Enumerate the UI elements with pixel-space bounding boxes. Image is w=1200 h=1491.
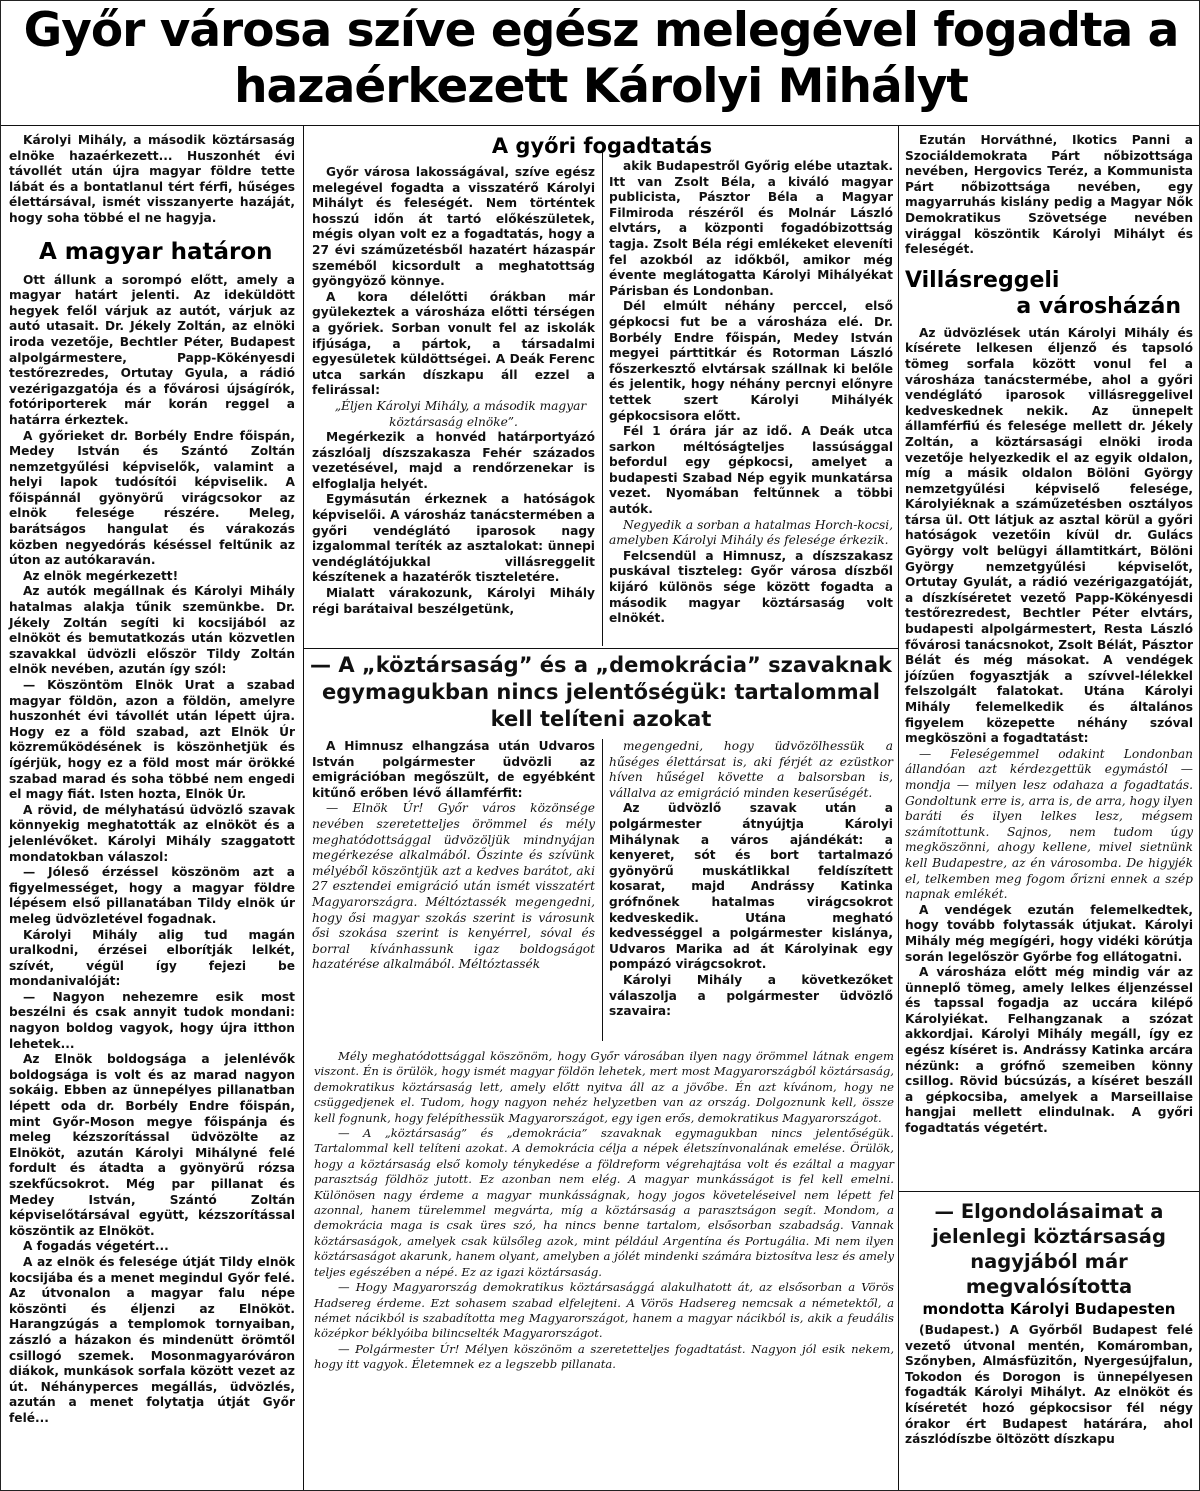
middle-section-rule (303, 648, 898, 649)
section-title-varoshaza: a városházán (1016, 293, 1181, 319)
paragraph: A az elnök és felesége útját Tildy elnök kocsijába és a menet megindul Győr felé. Az útvonalon a magyar falu népe köszönti és éljenzi az Elnököt. Harangzúgás a templomok tornyaiban, zászló a házakon és mindenütt örömtől csillogó szemek. Mosonmagyaróváron diákok, munkások sorfala között vezet az út. Néhányperces megállás, üdvözlés, azután a menet folytatja útját Győr felé... (9, 1254, 295, 1425)
paragraph: — Elnök Úr! Győr város közönsége nevében szeretetteljes örömmel és mély meghatódottsággal üdvözöljük mindnyájan megérkezése alkalmából. Őszinte és szívünk mélyéből köszöntjük azt a kedves barátot, aki 27 esztendei emigráció után ismét visszatért Magyarországra. Méltóztassék megengedni, hogy ősi magyar szokás szerint is városunk ősi szokása szerint is kenyérrel, sóval és borral kívánhassunk igaz boldogságot hazatérése alkalmából. Méltóztassék (312, 801, 595, 972)
paragraph: A Himnusz elhangzása után Udvaros István polgármester üdvözli az emigrációban megőszült, de egyébként kitűnő erőben lévő államférfit: (312, 739, 595, 800)
section-title-gyor: A győri fogadtatás (491, 134, 713, 158)
paragraph: Az üdvözlések után Károlyi Mihály és kísérete lelkesen éljenző és tapsoló tömeg sorfala között vonul fel a városháza tanácstermébe, ahol a győri vendéglátó iparosok villásreggelivel kedveskednek nekik. Az ünnepelt államférfiú és felesége mellett dr. Jékely Zoltán, a köztársasági elnöki iroda vezetője helyezkedik el az egyik oldalon, míg a másik oldalon Bölöni György nemzetgyűlési képviselő felesége, Károlyiéknak a száműzetésben osztályos társa ül. Ott látjuk az asztal körül a győri hatóságok vezetőin kívül dr. Gulács György volt belügyi államtitkárt, Bölöni György nemzetgyűlési képviselőt, Ortutay Gyulát, a rádió vezérigazgatóját, a díszkíséretet vezető Papp-Kökényesdi testőrezredest, Bechtler Péter elvtárs, budapesti alpolgármestert, Resta László fővárosi tanácsnokot, Zsolt Bélát, Pásztor Bélát és még másokat. A vendégek jóízűen fogyasztják a szívvel-lélekkel felszolgált falatokat. Utána Károlyi Mihály felemelkedik és általános figyelem közepette néhány szóval megköszöni a fogadtatást: (905, 325, 1193, 746)
speech-paragraph: — Hogy Magyarország demokratikus köztársasággá alakulhatott át, az elsősorban a Vörös Hadsereg érdeme. Ezt sohasem szabad elfelejteni. A Vörös Hadsereg nemcsak a németektől, a német nácikból is szabadította meg Magyarországot, hanem a magyar nácikból is, akik a feudális középkor béklyóiba bilincselték Magyarországot. (314, 1280, 894, 1341)
paragraph: Károlyi Mihály a következőket válaszolja a polgármester üdvözlő szavaira: (609, 972, 893, 1019)
right-box (905, 1199, 1193, 1485)
speech-block (314, 1049, 894, 1469)
paragraph: A vendégek ezután felemelkedtek, hogy tovább folytassák útjukat. Károlyi Mihály még megígéri, hogy vidéki körútja során legelőször Győrbe fog ellátogatni. (905, 902, 1193, 964)
paragraph: — Jóleső érzéssel köszönöm azt a figyelmességet, hogy a magyar földre lépésem első pillanatában Tildy elnök úr meleg üdvözletével fogadnak. (9, 865, 295, 926)
paragraph: Felcsendül a Himnusz, a díszszakasz puskával tiszteleg: Győr városa díszből kijáró különös sége között fogadta a második magyar köztársaság volt elnökét. (609, 548, 893, 626)
paragraph: — Köszöntöm Elnök Urat a szabad magyar földön, azon a földön, amelyre huszonhét évi távollét után lépett újra. Hogy ez a föld szabad, azt Elnök Úr közreműködésének is köszönhetjük és ígérjük, hogy ez a föld most már örökké szabad marad és soha többé nem engedi el magy fiát. Isten hozta, Elnök Úr. (9, 678, 295, 802)
quote-paragraph: „Éljen Károlyi Mihály, a második magyar köztársaság elnöke”. (334, 398, 587, 429)
paragraph: A kora délelőtti órákban már gyülekeztek a városháza előtti térségen a győriek. Sorban vonult fel az iskolák ifjúsága, a pártok, a társadalmi egyesületek küldöttségei. A Deák Ferenc utca sarkán díszkapu áll ezzel a felirással: (312, 289, 595, 398)
paragraph: Győr városa lakosságával, szíve egész melegével fogadta a visszatérő Károlyi Mihályt és feleségét. Nem történtek hosszú időn át tartó előkészületek, mégis olyan volt ez a fogadtatás, hogy a 27 évi száműzetésből hazatért házaspár szeméből kicsordult a meghatottság gyöngyöző könnye. (312, 165, 595, 289)
intro-paragraph: Károlyi Mihály, a második köztársaság elnöke hazaérkezett... Huszonhét évi távollét után újra magyar földre tette lábát és a bontatlanul tért férfi, hűséges élettársával, ismét visszanyerte hazáját, hogy soha többé el ne hagyja. (9, 133, 295, 225)
paragraph: (Budapest.) A Győrből Budapest felé vezető útvonal mentén, Komáromban, Szőnyben, Almásfüzitőn, Nyergesújfalun, Tokodon és Dorogon is ünnepélyesen fogadták Károlyi Mihályt. Az elnököt és kíséretét hozó gépkocsisor fél négy órakor ért Budapest határára, ahol zászlódíszbe öltözött díszkapu (905, 1323, 1193, 1447)
paragraph: Negyedik a sorban a hatalmas Horch-kocsi, amelyben Károlyi Mihály és felesége érkezik. (609, 517, 893, 548)
paragraph: Egymásután érkeznek a hatóságok képviselői. A városház tanácstermében a győri vendéglátó iparosok nagy izgalommal teríték az asztalokat: ünnepi vendéglátójukkal villásreggelit készítenek a hazatérők tiszteletére. (312, 492, 595, 585)
middle-lower-rule (602, 739, 603, 1041)
column-rule-2 (602, 151, 603, 646)
paragraph: A fogadás végetért... (23, 1239, 169, 1254)
middle-right-column (609, 739, 893, 1043)
main-headline: Győr városa szíve egész melegével fogadta a hazaérkezett Károlyi Mihályt (23, 3, 1179, 114)
paragraph: Ott állunk a sorompó előtt, amely a magyar határt jelenti. Az ideküldött hegyek felől várjuk az autót, várjuk az autó utasait. Dr. Jékely Zoltán, az elnöki iroda vezetője, Bechtler Péter, Budapest alpolgármestere, Papp-Kökényesdi testőrezredes, Ortutay Gyula, a rádió vezérigazgatója és a fővárosi újságírók, fotóriporterek már korán reggel a határra érkeztek. (9, 272, 295, 427)
paragraph: Károlyi Mihály alig tud magán uralkodni, érzései elborítják lelkét, szívét, végül így fejezi be mondanivalóját: (9, 927, 295, 989)
paragraph: Az elnök megérkezett! (23, 568, 179, 583)
middle-headline: — A „köztársaság” és a „demokrácia” szavaknak egymagukban nincs jelentőségük: tartalommal kell telíteni azokat (310, 653, 892, 731)
headline-rule (1, 125, 1199, 126)
column-2 (312, 133, 713, 645)
middle-left-column (312, 739, 595, 1043)
column-rule-1 (303, 125, 304, 1490)
paragraph: megengedni, hogy üdvözölhessük a hűséges élettársat is, aki férjét az ezüstkor híven hűségel követte a balsorsban is, vállalva az emigráció minden keserűségét. (609, 739, 893, 800)
paragraph: A városháza előtt még mindig vár az ünneplő tömeg, amely lelkes éljenzéssel és tapssal fogadja az uccára kilépő Károlyiékat. Felhangzanak a szózat akkordjai. Károlyi Mihály megáll, így ez egész kíséret is. Andrássy Katinka arcára nézünk: a grófnő szemeiben könny csillog. Rövid búcsúzás, a kíséret beszáll a gépkocsiba, amelyek a Marseillaise hangjai mellett elindulnak. A győri fogadtatás végetért. (905, 965, 1193, 1136)
paragraph: Dél elmúlt néhány perccel, első gépkocsi fut be a városháza elé. Dr. Borbély Endre főispán, Medey István megyei párttitkár és Rotorman László főszerkesztő elvtársak szállnak ki belőle és jelentik, hogy néhány percnyi előnyre tettek szert Károlyi Mihályék gépkocsisora előtt. (609, 299, 893, 423)
column-3 (609, 159, 893, 645)
speech-paragraph: — A „köztársaság” és „demokrácia” szavaknak egymagukban nincs jelentőségük. Tartalommal kell telíteni azokat. A demokrácia célja a népek életszínvonalának emelése. Örülök, hogy a köztársaság első komoly ténykedése a földreform végrehajtása volt és ezáltal a magyar parasztság földhöz jutott. Ez azonban nem elég. A magyar munkásságot is fel kell emelni. Különösen nagy érdeme a magyar munkásságnak, hogy jogos követeléseivel nem lépett fel azonnal, hanem türelemmel megvárta, míg a köztársaság a parasztságon segít. Mondom, a demokrácia maga is csak üres szó, ha nincs benne tartalom, elsősorban szabadság. Vannak köztársaságok, amelyek csak külsőleg azok, mint például Argentína és Portugália. Mi nem ilyen köztársaságot akarunk, hanem olyant, amelyben a jólét mindenki számára biztosítva lesz és amely teljes egészében a népé. Ez az igazi köztársaság. (314, 1126, 894, 1279)
section-title-border: A magyar határon (39, 238, 273, 265)
paragraph: Az autók megállnak és Károlyi Mihály hatalmas alakja tűnik szemünkbe. Dr. Jékely Zoltán segíti ki kocsijából az elnököt és bemutatkozás után közvetlen szavakkal üdvözli először Tildy Zoltán elnök nevében, azután így szól: (9, 584, 295, 677)
paragraph: Megérkezik a honvéd határportyázó zászlóalj díszszakasza Fehér százados vezetésével, majd a rendőrzenekar is elfoglalja helyét. (312, 430, 595, 491)
box-title: — Elgondolásaimat a jelenlegi köztársaság nagyjából már megvalósította (932, 1200, 1166, 1298)
speech-paragraph: — Polgármester Úr! Mélyen köszönöm a szeretetteljes fogadtatást. Nagyon jól esik nekem, hogy itt vagyok. Életemnek ez a legszebb pillanata. (314, 1341, 894, 1372)
speech-paragraph: Mély meghatódottsággal köszönöm, hogy Győr városában ilyen nagy örömmel látnak engem viszont. Én is örülök, hogy ismét magyar földön lehetek, mert most Magyarországból köztársaság, demokratikus köztársaság lett, amely előtt nyitva áll az a jövőbe. Én azt kívánom, hogy ne csüggedjenek el. Tudom, hogy nagyon nehéz helyzetben van az ország. Dolgoznunk kell, össze kell fognunk, hogy felépíthessük Magyarországot, egy igen erős, demokratikus Magyarországot. (314, 1049, 894, 1125)
column-rule-3 (898, 125, 899, 1490)
paragraph: akik Budapestről Győrig elébe utaztak. Itt van Zsolt Béla, a kiváló magyar publicista, Pásztor Béla a Magyar Filmiroda részéről és Molnár László elvtárs, a központi fogadóbizottság tagja. Zsolt Béla régi emlékeket eleveníti fel azokból az időkből, amikor még évente meglátogatta Károlyi Mihályékat Párisban és Londonban. (609, 159, 893, 298)
paragraph: Az Elnök boldogsága a jelenlévők boldogsága is volt és az marad nagyon sokáig. Ebben az ünnepélyes pillanatban lépett oda dr. Borbély Endre főispán, mint Győr-Moson megye főispánja és meleg kézszorítással üdvözölte az Elnököt, azután Károlyi Mihályné felé fordult és átadta a gyönyörű rózsa szekfűcsokrot. Még par pillanat és Medey István, Szántó Zoltán képviselőtársával együtt, kézszorítással köszöntik az Elnököt. (9, 1052, 295, 1238)
column-1 (9, 133, 295, 1483)
paragraph: A rövid, de mélyhatású üdvözlő szavak könnyekig meghatották az elnököt és a jelenlévőket. Károlyi Mihály szaggatott mondatokban válaszol: (9, 802, 295, 864)
right-box-rule (898, 1191, 1199, 1192)
box-subtitle: mondotta Károlyi Budapesten (922, 1300, 1176, 1318)
paragraph: Mialatt várakozunk, Károlyi Mihály régi barátaival beszélgetünk, (312, 586, 595, 616)
section-title-villasreggeli: Villásreggeli (905, 267, 1060, 293)
column-4 (905, 133, 1193, 1188)
paragraph: — Nagyon nehezemre esik most beszélni és csak annyit tudok mondani: nagyon boldog vagyok, hogy újra itthon lehetek... (9, 989, 295, 1051)
paragraph: Fél 1 órára jár az idő. A Deák utca sarkon méltóságteljes lassúsággal befordul egy gépkocsi, amelyet a budapesti Szabad Nép egyik munkatársa vezet. Nyomában feltűnnek a többi autók. (609, 424, 893, 517)
paragraph: — Feleségemmel odakint Londonban állandóan azt kérdezgettük egymástól — mondja — milyen lesz odahaza a fogadtatás. Gondoltunk erre is, arra is, de arra, hogy ilyen baráti és ilyen lelkes lesz, mégsem számítottunk. Sajnos, nem tudom úgy megköszönni, ahogy kellene, mivel sietnünk kell Budapestre, az én városomba. De higyjék el, telkemben meg fogom őrizni ennek a szép napnak emlékét. (905, 746, 1193, 902)
paragraph: Ezután Horváthné, Ikotics Panni a Szociáldemokrata Párt nőbizottsága nevében, Hergovics Teréz, a Kommunista Párt nőbizottsága nevében, egy magyarruhás kislány pedig a Magyar Nők Demokratikus Szövetsége nevében virággal köszöntik Károlyi Mihályt és feleségét. (905, 133, 1193, 257)
paragraph: Az üdvözlő szavak után a polgármester átnyújtja Károlyi Mihálynak a város ajándékát: a kenyeret, sót és bort tartalmazó gyönyörű muskátlikkal feldíszített kosarat, majd Andrássy Katinka grófnőnek hatalmas virágcsokrot kedveskedik. Utána megható kedvességgel a polgármester kislánya, Udvaros Marika ad át Károlyinak egy pompázó virágcsokrot. (609, 801, 893, 972)
paragraph: A győrieket dr. Borbély Endre főispán, Medey István és Szántó Zoltán nemzetgyűlési képviselők, valamint a helyi lapok tudósítói képviselik. A főispánnál gyönyörű virágcsokor az elnök felesége részére. Meleg, barátságos hangulat és várakozás közben negyedórás késéssel feltűnik az úton az autókaraván. (9, 428, 295, 568)
